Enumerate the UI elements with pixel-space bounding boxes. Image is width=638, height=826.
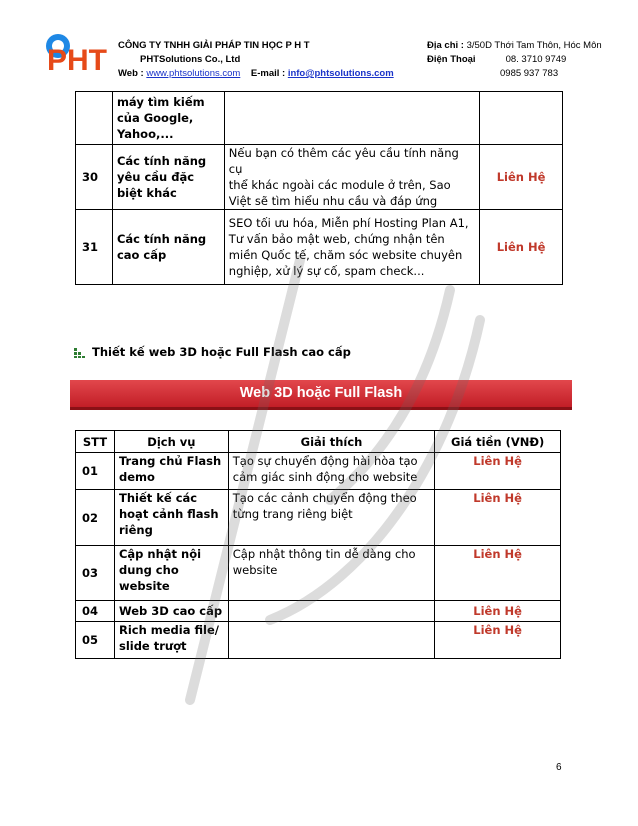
price-cell: Liên Hệ <box>480 145 563 210</box>
description-cell <box>224 92 479 145</box>
price-cell: Liên Hệ <box>435 622 561 659</box>
price-cell: Liên Hệ <box>435 601 561 622</box>
table-row <box>76 210 563 285</box>
description-cell: Tạo sự chuyển động hài hòa tạo cảm giác sinh động cho website <box>228 453 434 490</box>
price-cell: Liên Hệ <box>435 546 561 601</box>
price-cell: Liên Hệ <box>435 453 561 490</box>
section-heading: Thiết kế web 3D hoặc Full Flash cao cấp <box>74 345 351 359</box>
bullet-icon <box>74 348 86 358</box>
row-number: 02 <box>76 490 115 546</box>
table-row <box>76 490 561 546</box>
email-link[interactable]: info@phtsolutions.com <box>287 68 394 79</box>
table-row <box>76 601 561 622</box>
header-stt: STT <box>76 431 115 453</box>
table-header-row <box>76 431 561 453</box>
service-cell: Thiết kế các hoạt cảnh flash riêng <box>114 490 228 546</box>
service-cell: Trang chủ Flash demo <box>114 453 228 490</box>
service-cell: Rich media file/ slide trượt <box>114 622 228 659</box>
features-table-continued <box>75 91 563 285</box>
row-number: 31 <box>76 210 113 285</box>
address-line: Địa chỉ : 3/50D Thới Tam Thôn, Hóc Môn <box>427 40 602 51</box>
row-number <box>76 92 113 145</box>
description-cell <box>228 622 434 659</box>
price-cell: Liên Hệ <box>435 490 561 546</box>
row-number: 05 <box>76 622 115 659</box>
flash-services-table <box>75 430 561 659</box>
service-cell: Các tính năng cao cấp <box>112 210 224 285</box>
price-cell <box>480 92 563 145</box>
price-cell: Liên Hệ <box>480 210 563 285</box>
description-cell: SEO tối ưu hóa, Miễn phí Hosting Plan A1, Tư vấn bảo mật web, chứng nhận tên miền Quốc tế, chăm sóc website chuyên nghiệp, xử lý sự cố, spam check... <box>224 210 479 285</box>
company-name: CÔNG TY TNHH GIẢI PHÁP TIN HỌC P H T <box>118 40 310 51</box>
table-row <box>76 622 561 659</box>
service-cell: Cập nhật nội dung cho website <box>114 546 228 601</box>
service-cell: máy tìm kiếm của Google, Yahoo,... <box>112 92 224 145</box>
contact-line: Web : www.phtsolutions.com E-mail : info@phtsolutions.com <box>118 68 394 79</box>
row-number: 04 <box>76 601 115 622</box>
section-banner: Web 3D hoặc Full Flash <box>70 380 572 410</box>
website-link[interactable]: www.phtsolutions.com <box>146 68 241 79</box>
table-row <box>76 92 563 145</box>
row-number: 01 <box>76 453 115 490</box>
table-row <box>76 453 561 490</box>
service-cell: Các tính năng yêu cầu đặc biệt khác <box>112 145 224 210</box>
description-cell: Cập nhật thông tin dễ dàng cho website <box>228 546 434 601</box>
description-cell <box>228 601 434 622</box>
service-cell: Web 3D cao cấp <box>114 601 228 622</box>
phone-line: Điện Thoại 08. 3710 9749 <box>427 54 567 65</box>
header-service: Dịch vụ <box>114 431 228 453</box>
row-number: 30 <box>76 145 113 210</box>
logo-lettering: PHT <box>47 44 107 76</box>
header-description: Giải thích <box>228 431 434 453</box>
table-row <box>76 546 561 601</box>
phone-line-2: 0985 937 783 <box>500 68 559 79</box>
row-number: 03 <box>76 546 115 601</box>
table-row <box>76 145 563 210</box>
header-price: Giá tiền (VNĐ) <box>435 431 561 453</box>
company-short-name: PHTSolutions Co., Ltd <box>140 54 241 65</box>
description-cell: Tạo các cảnh chuyển động theo từng trang riêng biệt <box>228 490 434 546</box>
page-number: 6 <box>556 762 562 773</box>
pht-logo <box>44 30 112 76</box>
description-cell: Nếu bạn có thêm các yêu cầu tính năng cụ thể khác ngoài các module ở trên, Sao Việt sẽ tìm hiểu nhu cầu và đáp ứng <box>224 145 479 210</box>
